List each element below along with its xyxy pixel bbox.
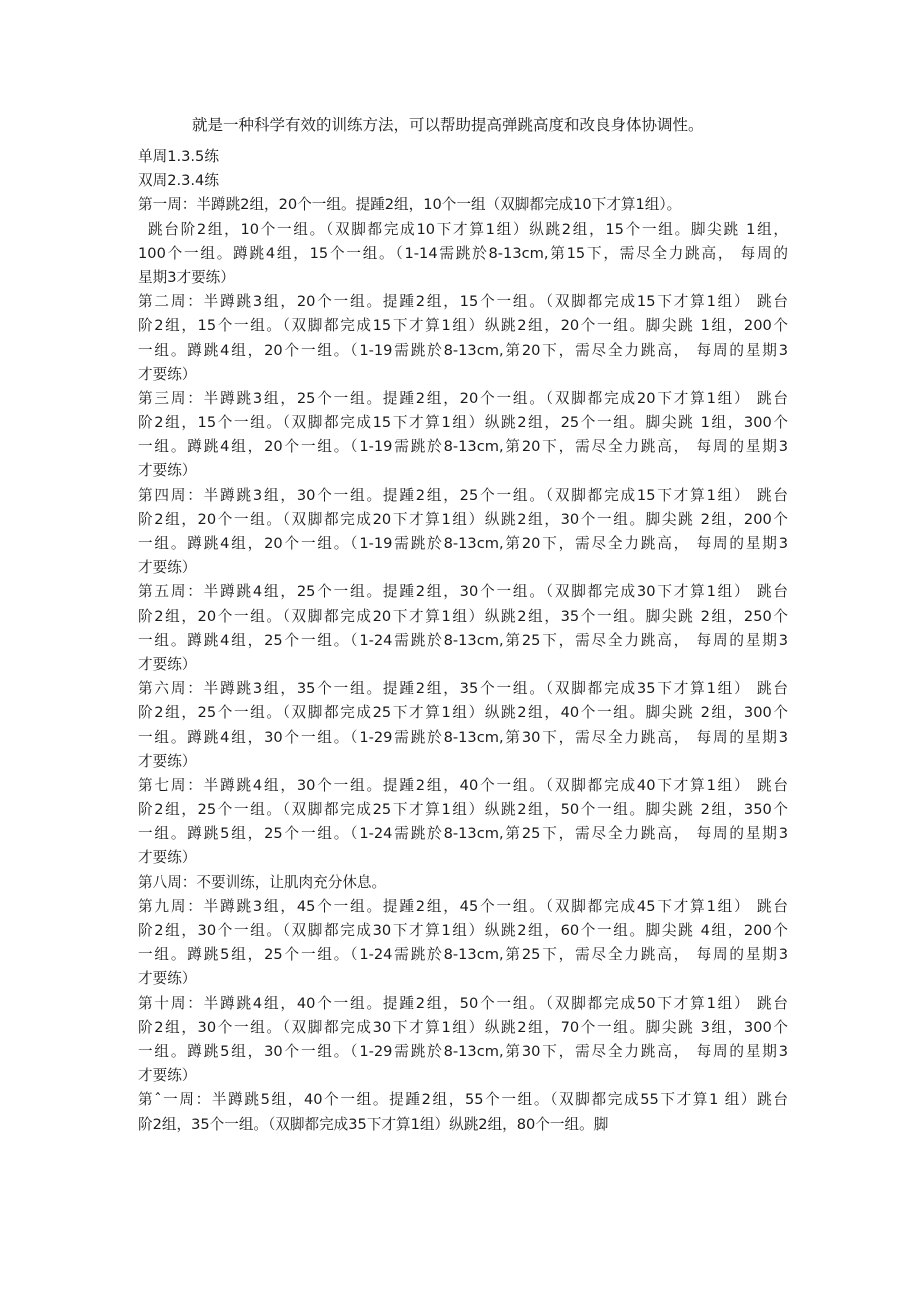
text-line: 阶2组，15个一组。（双脚都完成15下才算1组）纵跳2组，25个一组。脚尖跳 1组，300个 xyxy=(138,414,788,432)
training-plan-text xyxy=(138,145,788,1137)
text-line: 第七周：半蹲跳4组，30个一组。提踵2组，40个一组。（双脚都完成40下才算1组） 跳台 xyxy=(138,776,788,794)
text-line: 才要练） xyxy=(138,849,197,867)
text-line: 阶2组，30个一组。（双脚都完成30下才算1组）纵跳2组，70个一组。脚尖跳 3组，300个 xyxy=(138,1018,788,1036)
text-line: 第五周：半蹲跳4组，25个一组。提踵2组，30个一组。（双脚都完成30下才算1组） 跳台 xyxy=(138,583,788,601)
text-line: 跳台阶2组，10个一组。（双脚都完成10下才算1组）纵跳2组，15个一组。脚尖跳 1组， xyxy=(148,220,788,238)
text-line: 才要练） xyxy=(138,559,197,577)
text-line: 第二周：半蹲跳3组，20个一组。提踵2组，15个一组。（双脚都完成15下才算1组） 跳台 xyxy=(138,293,788,311)
text-line: 阶2组，25个一组。（双脚都完成25下才算1组）纵跳2组，40个一组。脚尖跳 2组，300个 xyxy=(138,704,788,722)
text-line: 第九周：半蹲跳3组，45个一组。提踵2组，45个一组。（双脚都完成45下才算1组） 跳台 xyxy=(138,897,788,915)
text-line: 双周2.3.4练 xyxy=(138,172,219,190)
text-line: 一组。蹲跳4组，20个一组。（1-19需跳於8-13cm,第20下，需尽全力跳高， 每周的星期3 xyxy=(138,438,788,456)
text-line: 一组。蹲跳4组，25个一组。（1-24需跳於8-13cm,第25下，需尽全力跳高， 每周的星期3 xyxy=(138,631,788,649)
text-line: 阶2组，20个一组。（双脚都完成20下才算1组）纵跳2组，35个一组。脚尖跳 2组，250个 xyxy=(138,607,788,625)
text-line: 才要练） xyxy=(138,655,197,673)
text-line: 一组。蹲跳4组，20个一组。（1-19需跳於8-13cm,第20下，需尽全力跳高， 每周的星期3 xyxy=(138,535,788,552)
text-line: 才要练） xyxy=(138,970,197,988)
text-line: 才要练） xyxy=(138,462,197,480)
text-line: 第八周：不要训练，让肌肉充分休息。 xyxy=(138,873,387,891)
text-line: 才要练） xyxy=(138,752,197,770)
text-line: 一组。蹲跳5组，30个一组。（1-29需跳於8-13cm,第30下，需尽全力跳高， 每周的星期3 xyxy=(138,1042,788,1060)
text-line: 一组。蹲跳5组，25个一组。（1-24需跳於8-13cm,第25下，需尽全力跳高， 每周的星期3 xyxy=(138,825,788,843)
text-line: 单周1.3.5练 xyxy=(138,148,219,165)
text-line: 才要练） xyxy=(138,365,197,383)
text-line: 阶2组，20个一组。（双脚都完成20下才算1组）纵跳2组，30个一组。脚尖跳 2组，200个 xyxy=(138,510,788,528)
text-line: 阶2组，30个一组。（双脚都完成30下才算1组）纵跳2组，60个一组。脚尖跳 4组，200个 xyxy=(138,922,788,939)
text-line: 阶2组，35个一组。（双脚都完成35下才算1组）纵跳2组，80个一组。脚 xyxy=(138,1115,609,1133)
text-line: 一组。蹲跳5组，25个一组。（1-24需跳於8-13cm,第25下，需尽全力跳高， 每周的星期3 xyxy=(138,946,788,964)
text-line: 第六周：半蹲跳3组，35个一组。提踵2组，35个一组。（双脚都完成35下才算1组） 跳台 xyxy=(138,680,788,698)
text-line: 第四周：半蹲跳3组，30个一组。提踵2组，25个一组。（双脚都完成15下才算1组） 跳台 xyxy=(138,486,788,504)
text-line: 第一周：半蹲跳2组，20个一组。提踵2组，10个一组（双脚都完成10下才算1组）。 xyxy=(138,196,682,214)
text-line: 第ˆ一周：半蹲跳5组，40个一组。提踵2组，55个一组。（双脚都完成55下才算1 组）跳台 xyxy=(138,1091,788,1109)
text-line: 100个一组。蹲跳4组，15个一组。（1-14需跳於8-13cm,第15下，需尽全力跳高， 每周的 xyxy=(138,244,788,262)
text-line: 一组。蹲跳4组，20个一组。（1-19需跳於8-13cm,第20下，需尽全力跳高， 每周的星期3 xyxy=(138,341,788,359)
text-line: 第三周：半蹲跳3组，25个一组。提踵2组，20个一组。（双脚都完成20下才算1组） 跳台 xyxy=(138,389,788,407)
text-line: 第十周：半蹲跳4组，40个一组。提踵2组，50个一组。（双脚都完成50下才算1组） 跳台 xyxy=(138,994,788,1012)
intro-paragraph: 就是一种科学有效的训练方法，可以帮助提高弹跳高度和改良身体协调性。 xyxy=(192,116,704,134)
text-line: 才要练） xyxy=(138,1067,197,1085)
text-line: 一组。蹲跳4组，30个一组。（1-29需跳於8-13cm,第30下，需尽全力跳高， 每周的星期3 xyxy=(138,728,788,746)
text-line: 星期3才要练） xyxy=(138,268,235,286)
text-line: 阶2组，15个一组。（双脚都完成15下才算1组）纵跳2组，20个一组。脚尖跳 1组，200个 xyxy=(138,317,788,335)
text-line: 阶2组，25个一组。（双脚都完成25下才算1组）纵跳2组，50个一组。脚尖跳 2组，350个 xyxy=(138,801,788,819)
